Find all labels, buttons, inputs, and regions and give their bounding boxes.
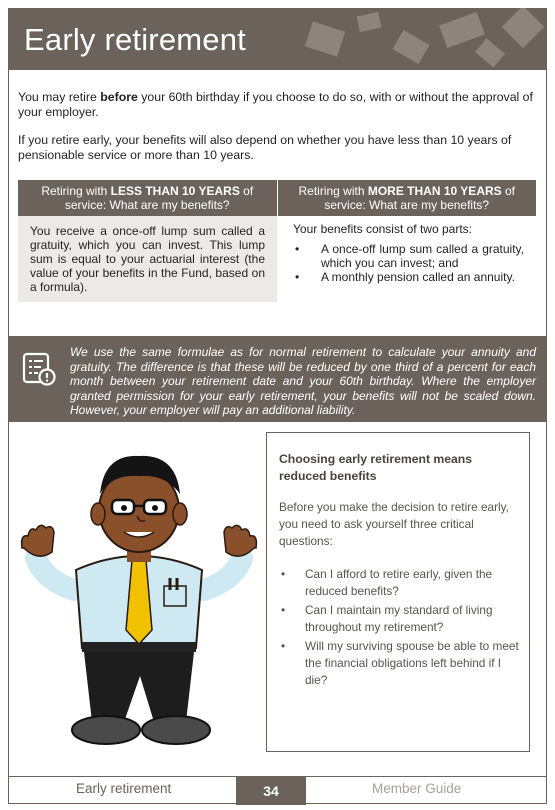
- box-title: Choosing early retirement means reduced benefits: [279, 452, 473, 483]
- box-lead: Before you make the decision to retire early, you need to ask yourself three critical questions:: [279, 500, 509, 548]
- intro-paragraph-1: You may retire before your 60th birthday if you choose to do so, with or without the approval of your employer.: [18, 90, 533, 119]
- header-decoration: [439, 12, 485, 48]
- header-decoration: [357, 12, 382, 32]
- page-title: Early retirement: [24, 22, 246, 57]
- header-decoration: [393, 30, 430, 64]
- header-decoration: [502, 8, 544, 48]
- critical-questions-box: [266, 432, 530, 752]
- list-item: • Will my surviving spouse be able to meet the financial obligations left behind if I die?: [279, 638, 519, 689]
- benefits-intro: Your benefits consist of two parts:: [293, 222, 472, 236]
- note-text: We use the same formulae as for normal retirement to calculate your annuity and gratuity. The difference is that these will be reduced by one third of a percent for each month between your retirement date and your 60th birthday. Where the employer granted permission for your early retirement, your benefits will not be scaled down. However, your employer will pay an additional liability.: [70, 345, 536, 418]
- header-decoration: [305, 21, 345, 56]
- page-header: [8, 8, 547, 70]
- intro-paragraph-2: If you retire early, your benefits will also depend on whether you have less than 10 years of pensionable service or more than 10 years.: [18, 133, 512, 162]
- footer-document-title: Member Guide: [372, 781, 462, 796]
- list-item: • A once-off lump sum called a gratuity, which you can invest; and: [293, 242, 524, 270]
- intro-text: [18, 90, 536, 176]
- emphasis-before: before: [100, 90, 138, 104]
- benefits-list: [293, 242, 524, 284]
- list-item: • A monthly pension called an annuity.: [293, 270, 524, 284]
- column-header-less-than-10: Retiring with LESS THAN 10 YEARS of service: What are my benefits?: [18, 180, 277, 216]
- benefits-comparison-table: [18, 180, 536, 302]
- questions-list: [279, 566, 519, 689]
- less-than-10-benefits: You receive a once-off lump sum called a gratuity, which you can invest. This lump sum is equal to your actuarial interest (the value of your benefits in the Fund, based on a formula).: [18, 216, 277, 302]
- page-number: 34: [236, 777, 306, 805]
- page-footer: [8, 776, 547, 804]
- list-item: • Can I afford to retire early, given the reduced benefits?: [279, 566, 519, 600]
- list-item: • Can I maintain my standard of living throughout my retirement?: [279, 602, 519, 636]
- cartoon-man-illustration: [14, 430, 264, 760]
- header-decoration: [475, 38, 505, 67]
- more-than-10-benefits: [277, 216, 536, 302]
- document-alert-icon: [22, 352, 56, 386]
- note-band: [8, 336, 547, 422]
- column-header-more-than-10: Retiring with MORE THAN 10 YEARS of service: What are my benefits?: [277, 180, 536, 216]
- footer-section-title: Early retirement: [76, 781, 172, 796]
